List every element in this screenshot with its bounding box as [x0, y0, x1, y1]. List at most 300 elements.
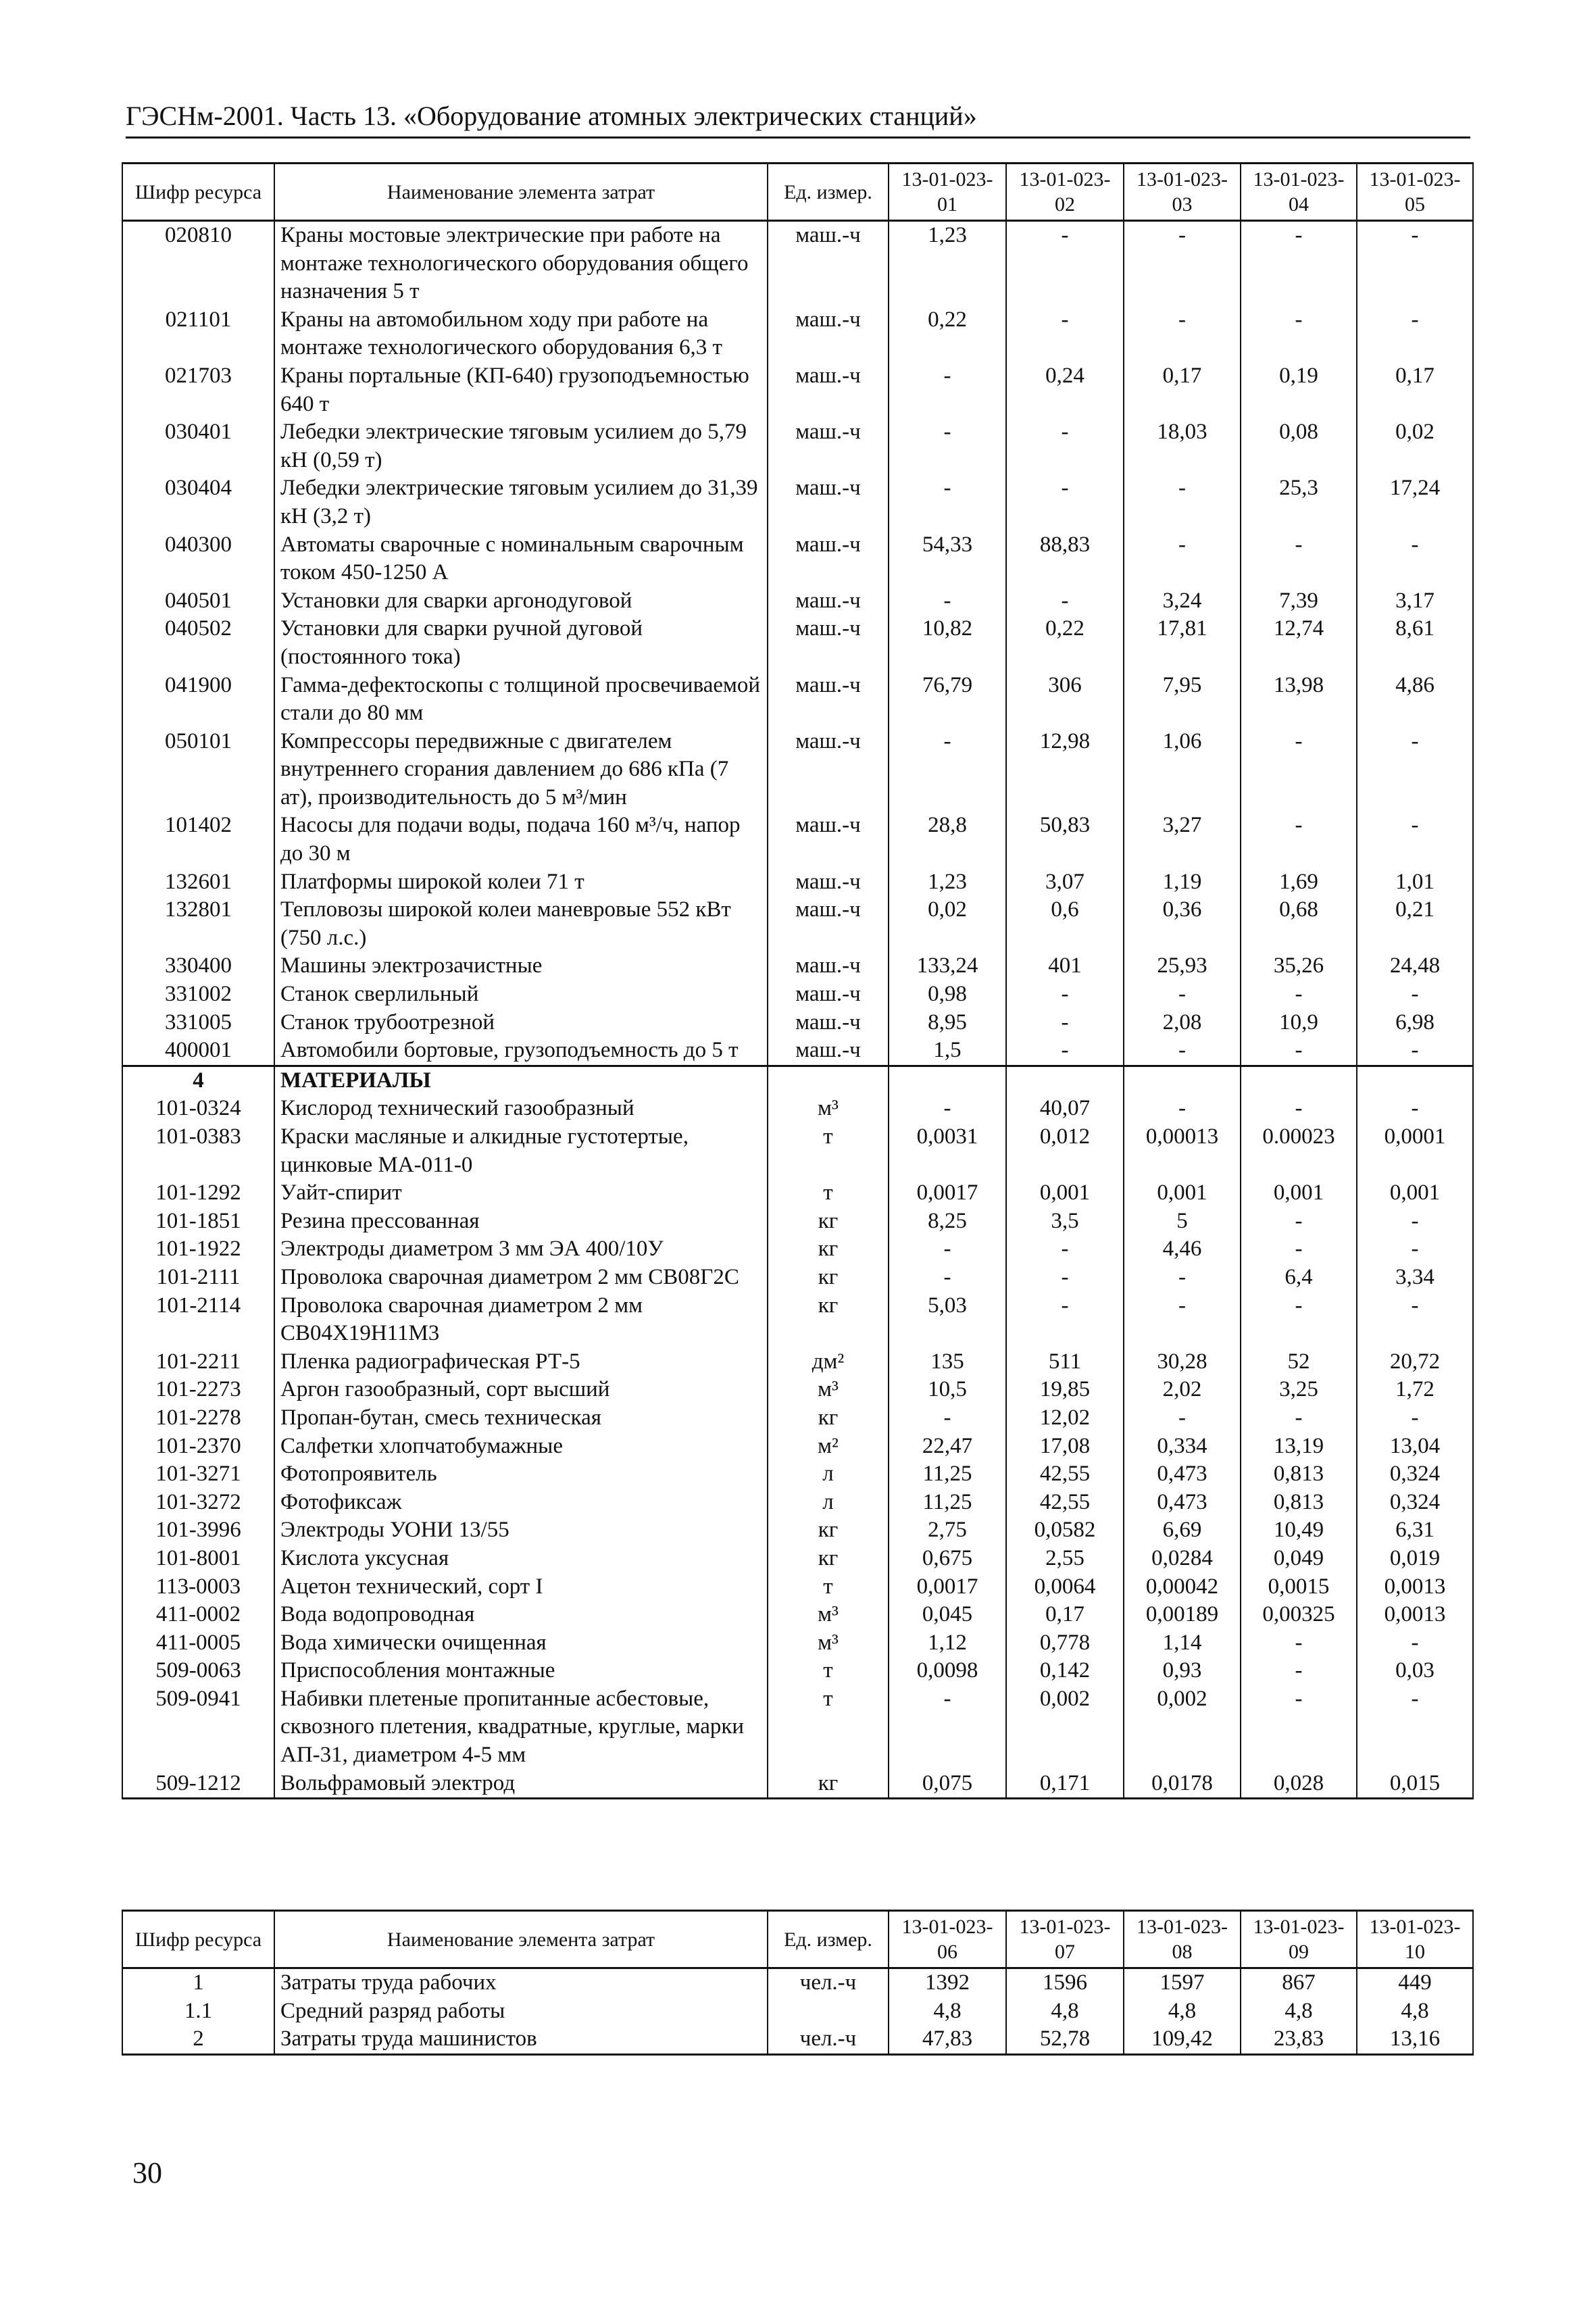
value-cell: 0,171: [1006, 1770, 1124, 1799]
unit-of-measure: т: [768, 1123, 889, 1179]
value-cell: -: [1241, 1037, 1357, 1066]
unit-of-measure: кг: [768, 1264, 889, 1292]
unit-of-measure: л: [768, 1489, 889, 1517]
table-row: [122, 812, 1473, 868]
column-header-code: Шифр ресурса: [122, 164, 274, 221]
value-cell: 0,0582: [1006, 1516, 1124, 1545]
value-cell: -: [1357, 306, 1473, 362]
unit-of-measure: [768, 1997, 889, 2026]
cost-element-name: Насосы для подачи воды, подача 160 м³/ч, напор до 30 м: [274, 812, 768, 868]
value-cell: 0,24: [1006, 362, 1124, 418]
value-cell: 6,4: [1241, 1264, 1357, 1292]
unit-of-measure: кг: [768, 1516, 889, 1545]
value-cell: 0,001: [1357, 1179, 1473, 1208]
value-cell: 17,24: [1357, 474, 1473, 530]
value-cell: 133,24: [889, 952, 1006, 980]
resource-code: 020810: [122, 221, 274, 306]
cost-element-name: Пленка радиографическая РТ-5: [274, 1348, 768, 1376]
value-cell: 0,00189: [1124, 1601, 1241, 1629]
unit-of-measure: маш.-ч: [768, 1009, 889, 1037]
value-cell: [1006, 1066, 1124, 1095]
value-cell: 1,69: [1241, 868, 1357, 897]
value-cell: 13,98: [1241, 672, 1357, 728]
table-row: [122, 1179, 1473, 1208]
value-cell: 6,98: [1357, 1009, 1473, 1037]
value-cell: 4,8: [1006, 1997, 1124, 2026]
value-cell: 0,001: [1124, 1179, 1241, 1208]
table-row: [122, 531, 1473, 587]
resource-code: 509-1212: [122, 1770, 274, 1799]
value-cell: -: [1124, 221, 1241, 306]
table-row: [122, 1545, 1473, 1573]
value-cell: -: [889, 728, 1006, 812]
column-header-c2: 13-01-023-07: [1006, 1911, 1124, 1968]
value-cell: 8,95: [889, 1009, 1006, 1037]
cost-element-name: Кислород технический газообразный: [274, 1095, 768, 1123]
cost-element-name: Лебедки электрические тяговым усилием до 5,79 кН (0,59 т): [274, 418, 768, 474]
value-cell: 35,26: [1241, 952, 1357, 980]
value-cell: 0,03: [1357, 1657, 1473, 1685]
value-cell: 4,46: [1124, 1235, 1241, 1264]
value-cell: -: [889, 362, 1006, 418]
value-cell: 0,813: [1241, 1489, 1357, 1517]
table-row: [122, 896, 1473, 952]
column-header-c4: 13-01-023-04: [1241, 164, 1357, 221]
value-cell: 3,07: [1006, 868, 1124, 897]
value-cell: -: [1006, 1009, 1124, 1037]
column-header-unit: Ед. измер.: [768, 164, 889, 221]
resource-code: 030401: [122, 418, 274, 474]
value-cell: 13,04: [1357, 1433, 1473, 1461]
cost-element-name: Краны мостовые электрические при работе на монтаже технологического оборудования общего назначения 5 т: [274, 221, 768, 306]
value-cell: 3,24: [1124, 587, 1241, 616]
unit-of-measure: м³: [768, 1376, 889, 1404]
value-cell: 109,42: [1124, 2025, 1241, 2054]
unit-of-measure: кг: [768, 1235, 889, 1264]
value-cell: -: [1006, 1292, 1124, 1348]
value-cell: 4,8: [1241, 1997, 1357, 2026]
value-cell: 0,334: [1124, 1433, 1241, 1461]
cost-element-name: Фотопроявитель: [274, 1460, 768, 1489]
resource-code: 400001: [122, 1037, 274, 1066]
value-cell: -: [889, 1264, 1006, 1292]
value-cell: 0,0017: [889, 1573, 1006, 1601]
table-row: [122, 1037, 1473, 1066]
value-cell: 0,0013: [1357, 1601, 1473, 1629]
value-cell: 0,22: [889, 306, 1006, 362]
value-cell: 24,48: [1357, 952, 1473, 980]
value-cell: 0,075: [889, 1770, 1006, 1799]
value-cell: -: [1241, 1685, 1357, 1770]
value-cell: 12,98: [1006, 728, 1124, 812]
unit-of-measure: м²: [768, 1433, 889, 1461]
value-cell: 12,02: [1006, 1404, 1124, 1433]
value-cell: 0,675: [889, 1545, 1006, 1573]
value-cell: 42,55: [1006, 1460, 1124, 1489]
resource-code: 101-2111: [122, 1264, 274, 1292]
value-cell: 0,001: [1241, 1179, 1357, 1208]
value-cell: 0,21: [1357, 896, 1473, 952]
resource-code: 041900: [122, 672, 274, 728]
unit-of-measure: кг: [768, 1208, 889, 1236]
table-row: [122, 1601, 1473, 1629]
table-row: [122, 306, 1473, 362]
unit-of-measure: маш.-ч: [768, 587, 889, 616]
value-cell: -: [1357, 221, 1473, 306]
cost-element-name: Станок сверлильный: [274, 980, 768, 1009]
cost-element-name: Вода водопроводная: [274, 1601, 768, 1629]
value-cell: 0,00013: [1124, 1123, 1241, 1179]
cost-element-name: Средний разряд работы: [274, 1997, 768, 2026]
value-cell: 50,83: [1006, 812, 1124, 868]
value-cell: -: [1357, 1404, 1473, 1433]
value-cell: 7,39: [1241, 587, 1357, 616]
unit-of-measure: кг: [768, 1292, 889, 1348]
cost-element-name: Пропан-бутан, смесь техническая: [274, 1404, 768, 1433]
value-cell: 52: [1241, 1348, 1357, 1376]
value-cell: 1,23: [889, 221, 1006, 306]
column-header-c4: 13-01-023-09: [1241, 1911, 1357, 1968]
summary-table-header: [122, 1911, 1473, 1968]
value-cell: -: [889, 1685, 1006, 1770]
value-cell: 7,95: [1124, 672, 1241, 728]
unit-of-measure: маш.-ч: [768, 672, 889, 728]
value-cell: -: [1006, 1037, 1124, 1066]
cost-element-name: Приспособления монтажные: [274, 1657, 768, 1685]
value-cell: 17,08: [1006, 1433, 1124, 1461]
cost-element-name: Краны на автомобильном ходу при работе на монтаже технологического оборудования 6,3 т: [274, 306, 768, 362]
unit-of-measure: маш.-ч: [768, 868, 889, 897]
value-cell: -: [1124, 1037, 1241, 1066]
resource-code: 132601: [122, 868, 274, 897]
value-cell: [1241, 1066, 1357, 1095]
main-resource-table: [122, 162, 1474, 1799]
value-cell: 0,0017: [889, 1179, 1006, 1208]
value-cell: 6,69: [1124, 1516, 1241, 1545]
value-cell: -: [1357, 1629, 1473, 1658]
table-row: [122, 418, 1473, 474]
resource-code: 101-3272: [122, 1489, 274, 1517]
cost-element-name: Установки для сварки аргонодуговой: [274, 587, 768, 616]
resource-code: 021703: [122, 362, 274, 418]
value-cell: 11,25: [889, 1489, 1006, 1517]
value-cell: 1,06: [1124, 728, 1241, 812]
unit-of-measure: [768, 1066, 889, 1095]
value-cell: 135: [889, 1348, 1006, 1376]
unit-of-measure: маш.-ч: [768, 474, 889, 530]
value-cell: 0,002: [1124, 1685, 1241, 1770]
value-cell: 76,79: [889, 672, 1006, 728]
cost-element-name: Кислота уксусная: [274, 1545, 768, 1573]
table-row: [122, 1968, 1473, 1997]
unit-of-measure: т: [768, 1685, 889, 1770]
value-cell: 0,0013: [1357, 1573, 1473, 1601]
cost-element-name: Краны портальные (КП-640) грузоподъемностью 640 т: [274, 362, 768, 418]
value-cell: -: [1241, 812, 1357, 868]
value-cell: -: [1241, 306, 1357, 362]
value-cell: -: [1357, 1685, 1473, 1770]
value-cell: 0,001: [1006, 1179, 1124, 1208]
cost-element-name: Станок трубоотрезной: [274, 1009, 768, 1037]
table-row: [122, 1235, 1473, 1264]
resource-code: 101-2273: [122, 1376, 274, 1404]
value-cell: 0,0098: [889, 1657, 1006, 1685]
value-cell: 867: [1241, 1968, 1357, 1997]
resource-code: 101402: [122, 812, 274, 868]
value-cell: 3,27: [1124, 812, 1241, 868]
column-header-c3: 13-01-023-08: [1124, 1911, 1241, 1968]
value-cell: -: [1006, 1235, 1124, 1264]
value-cell: -: [1124, 474, 1241, 530]
value-cell: 0,012: [1006, 1123, 1124, 1179]
unit-of-measure: кг: [768, 1545, 889, 1573]
cost-element-name: Платформы широкой колеи 71 т: [274, 868, 768, 897]
resource-code: 411-0002: [122, 1601, 274, 1629]
value-cell: 1596: [1006, 1968, 1124, 1997]
value-cell: -: [1124, 980, 1241, 1009]
value-cell: -: [1124, 1404, 1241, 1433]
value-cell: 5: [1124, 1208, 1241, 1236]
value-cell: 511: [1006, 1348, 1124, 1376]
column-header-c5: 13-01-023-05: [1357, 164, 1473, 221]
value-cell: 0,19: [1241, 362, 1357, 418]
value-cell: 0,0064: [1006, 1573, 1124, 1601]
cost-element-name: МАТЕРИАЛЫ: [274, 1066, 768, 1095]
value-cell: -: [1124, 306, 1241, 362]
value-cell: 22,47: [889, 1433, 1006, 1461]
value-cell: [1124, 1066, 1241, 1095]
value-cell: 0,36: [1124, 896, 1241, 952]
table-header: [122, 164, 1473, 221]
value-cell: -: [1006, 474, 1124, 530]
resource-code: 040501: [122, 587, 274, 616]
unit-of-measure: маш.-ч: [768, 812, 889, 868]
resource-code: 330400: [122, 952, 274, 980]
unit-of-measure: маш.-ч: [768, 221, 889, 306]
cost-element-name: Затраты труда рабочих: [274, 1968, 768, 1997]
unit-of-measure: маш.-ч: [768, 615, 889, 671]
unit-of-measure: м³: [768, 1095, 889, 1123]
cost-element-name: Автомобили бортовые, грузоподъемность до 5 т: [274, 1037, 768, 1066]
resource-code: 509-0063: [122, 1657, 274, 1685]
resource-code: 2: [122, 2025, 274, 2054]
value-cell: -: [889, 1235, 1006, 1264]
value-cell: -: [1241, 980, 1357, 1009]
unit-of-measure: маш.-ч: [768, 728, 889, 812]
value-cell: -: [889, 474, 1006, 530]
value-cell: 0,08: [1241, 418, 1357, 474]
resource-code: 040300: [122, 531, 274, 587]
resource-code: 113-0003: [122, 1573, 274, 1601]
value-cell: 0,0178: [1124, 1770, 1241, 1799]
cost-element-name: Лебедки электрические тяговым усилием до 31,39 кН (3,2 т): [274, 474, 768, 530]
value-cell: 11,25: [889, 1460, 1006, 1489]
value-cell: 0,0031: [889, 1123, 1006, 1179]
value-cell: 1392: [889, 1968, 1006, 1997]
table-row: [122, 1770, 1473, 1799]
value-cell: -: [889, 587, 1006, 616]
cost-element-name: Электроды диаметром 3 мм ЭА 400/10У: [274, 1235, 768, 1264]
value-cell: 1,12: [889, 1629, 1006, 1658]
value-cell: 0,049: [1241, 1545, 1357, 1573]
resource-code: 101-2278: [122, 1404, 274, 1433]
value-cell: 20,72: [1357, 1348, 1473, 1376]
value-cell: 17,81: [1124, 615, 1241, 671]
value-cell: 0,0284: [1124, 1545, 1241, 1573]
value-cell: 47,83: [889, 2025, 1006, 2054]
column-header-name: Наименование элемента затрат: [274, 1911, 768, 1968]
value-cell: 1,5: [889, 1037, 1006, 1066]
resource-code: 030404: [122, 474, 274, 530]
unit-of-measure: т: [768, 1573, 889, 1601]
resource-code: 1.1: [122, 1997, 274, 2026]
cost-element-name: Установки для сварки ручной дуговой (постоянного тока): [274, 615, 768, 671]
table-row: [122, 615, 1473, 671]
unit-of-measure: кг: [768, 1404, 889, 1433]
table-row: [122, 1404, 1473, 1433]
value-cell: 0,813: [1241, 1460, 1357, 1489]
column-header-c3: 13-01-023-03: [1124, 164, 1241, 221]
table-row: [122, 980, 1473, 1009]
value-cell: 10,9: [1241, 1009, 1357, 1037]
table-row: [122, 1095, 1473, 1123]
table-row: [122, 1348, 1473, 1376]
column-header-c2: 13-01-023-02: [1006, 164, 1124, 221]
table-row: [122, 474, 1473, 530]
value-cell: -: [1241, 1095, 1357, 1123]
table-row: [122, 1629, 1473, 1658]
value-cell: -: [1241, 1629, 1357, 1658]
value-cell: 5,03: [889, 1292, 1006, 1348]
unit-of-measure: маш.-ч: [768, 418, 889, 474]
value-cell: 8,61: [1357, 615, 1473, 671]
table-row: [122, 1657, 1473, 1685]
table-row: [122, 868, 1473, 897]
unit-of-measure: чел.-ч: [768, 2025, 889, 2054]
cost-element-name: Фотофиксаж: [274, 1489, 768, 1517]
value-cell: 40,07: [1006, 1095, 1124, 1123]
value-cell: -: [1241, 1404, 1357, 1433]
value-cell: 13,16: [1357, 2025, 1473, 2054]
table-row: [122, 1009, 1473, 1037]
value-cell: 25,93: [1124, 952, 1241, 980]
cost-element-name: Аргон газообразный, сорт высший: [274, 1376, 768, 1404]
value-cell: -: [1241, 531, 1357, 587]
value-cell: 3,17: [1357, 587, 1473, 616]
table-row: [122, 1460, 1473, 1489]
value-cell: -: [1357, 531, 1473, 587]
unit-of-measure: маш.-ч: [768, 952, 889, 980]
summary-table: [122, 1910, 1474, 2056]
resource-code: 101-2370: [122, 1433, 274, 1461]
value-cell: 42,55: [1006, 1489, 1124, 1517]
page-number: 30: [132, 2156, 162, 2189]
table-row: [122, 2025, 1473, 2054]
value-cell: 0,473: [1124, 1460, 1241, 1489]
value-cell: 0,00325: [1241, 1601, 1357, 1629]
value-cell: 1,72: [1357, 1376, 1473, 1404]
resource-code: 101-0324: [122, 1095, 274, 1123]
cost-element-name: Вода химически очищенная: [274, 1629, 768, 1658]
unit-of-measure: т: [768, 1657, 889, 1685]
cost-element-name: Гамма-дефектоскопы с толщиной просвечиваемой стали до 80 мм: [274, 672, 768, 728]
unit-of-measure: м³: [768, 1601, 889, 1629]
unit-of-measure: маш.-ч: [768, 896, 889, 952]
table-row: [122, 1208, 1473, 1236]
value-cell: 10,5: [889, 1376, 1006, 1404]
value-cell: -: [1241, 1657, 1357, 1685]
value-cell: 1,19: [1124, 868, 1241, 897]
column-header-c1: 13-01-023-06: [889, 1911, 1006, 1968]
value-cell: -: [1241, 1292, 1357, 1348]
value-cell: 19,85: [1006, 1376, 1124, 1404]
cost-element-name: Машины электрозачистные: [274, 952, 768, 980]
value-cell: 3,5: [1006, 1208, 1124, 1236]
value-cell: -: [889, 418, 1006, 474]
value-cell: 1597: [1124, 1968, 1241, 1997]
resource-code: 331005: [122, 1009, 274, 1037]
value-cell: -: [1357, 1208, 1473, 1236]
resource-code: 040502: [122, 615, 274, 671]
value-cell: 12,74: [1241, 615, 1357, 671]
value-cell: -: [1357, 980, 1473, 1009]
resource-code: 101-0383: [122, 1123, 274, 1179]
value-cell: 10,49: [1241, 1516, 1357, 1545]
cost-element-name: Электроды УОНИ 13/55: [274, 1516, 768, 1545]
value-cell: 0,17: [1357, 362, 1473, 418]
value-cell: -: [1006, 418, 1124, 474]
value-cell: 88,83: [1006, 531, 1124, 587]
value-cell: 0,6: [1006, 896, 1124, 952]
value-cell: -: [1357, 1037, 1473, 1066]
value-cell: 0,93: [1124, 1657, 1241, 1685]
resource-code: 101-1292: [122, 1179, 274, 1208]
value-cell: 0,02: [1357, 418, 1473, 474]
unit-of-measure: маш.-ч: [768, 980, 889, 1009]
value-cell: -: [889, 1095, 1006, 1123]
value-cell: 0,17: [1124, 362, 1241, 418]
table-row: [122, 728, 1473, 812]
column-header-name: Наименование элемента затрат: [274, 164, 768, 221]
value-cell: 449: [1357, 1968, 1473, 1997]
value-cell: -: [1124, 531, 1241, 587]
value-cell: 0.00023: [1241, 1123, 1357, 1179]
cost-element-name: Краски масляные и алкидные густотертые, цинковые МА-011-0: [274, 1123, 768, 1179]
cost-element-name: Вольфрамовый электрод: [274, 1770, 768, 1799]
unit-of-measure: маш.-ч: [768, 531, 889, 587]
value-cell: 0,045: [889, 1601, 1006, 1629]
value-cell: 0,0001: [1357, 1123, 1473, 1179]
table-row: [122, 1516, 1473, 1545]
value-cell: 1,14: [1124, 1629, 1241, 1658]
resource-code: 101-8001: [122, 1545, 274, 1573]
table-row: [122, 1292, 1473, 1348]
value-cell: 6,31: [1357, 1516, 1473, 1545]
unit-of-measure: чел.-ч: [768, 1968, 889, 1997]
table-row: [122, 1685, 1473, 1770]
cost-element-name: Тепловозы широкой колеи маневровые 552 кВт (750 л.с.): [274, 896, 768, 952]
value-cell: 0,778: [1006, 1629, 1124, 1658]
value-cell: [889, 1066, 1006, 1095]
column-header-unit: Ед. измер.: [768, 1911, 889, 1968]
resource-code: 509-0941: [122, 1685, 274, 1770]
value-cell: 0,00042: [1124, 1573, 1241, 1601]
value-cell: 0,142: [1006, 1657, 1124, 1685]
value-cell: 52,78: [1006, 2025, 1124, 2054]
value-cell: 30,28: [1124, 1348, 1241, 1376]
value-cell: -: [1124, 1292, 1241, 1348]
value-cell: 25,3: [1241, 474, 1357, 530]
